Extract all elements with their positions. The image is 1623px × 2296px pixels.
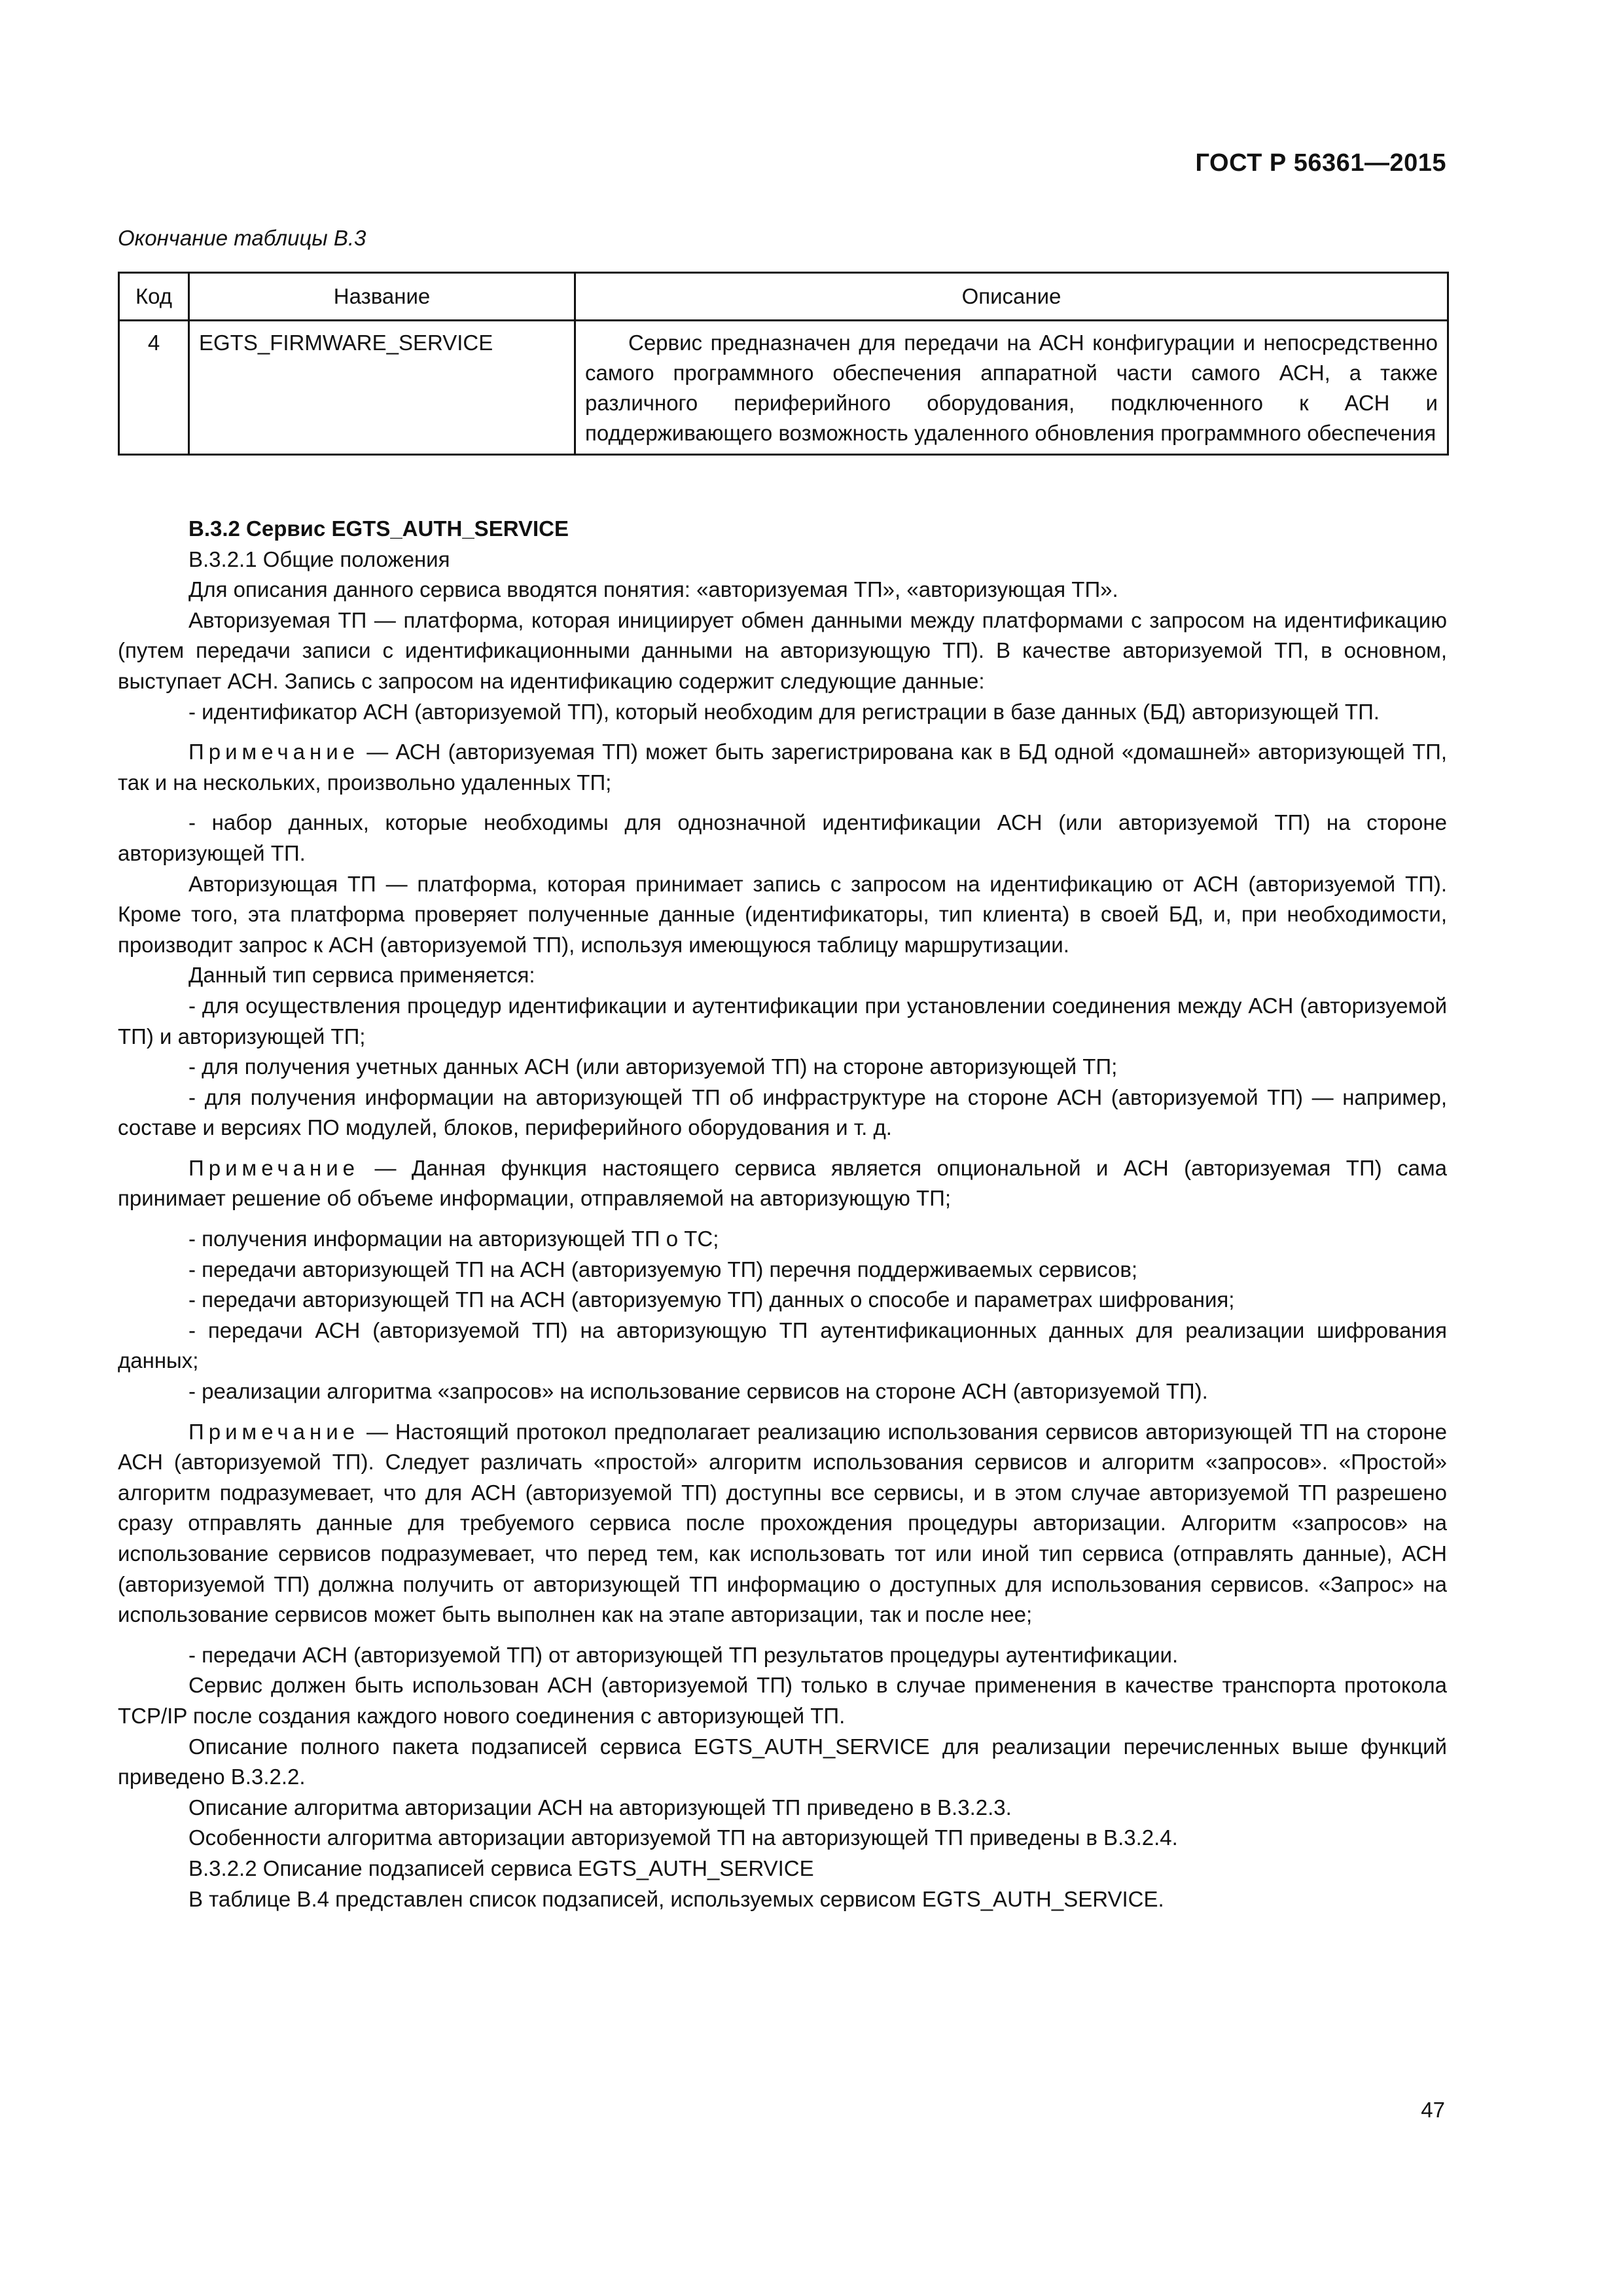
paragraph: Сервис должен быть использован АСН (авторизуемой ТП) только в случае применения в качестве транспорта протокола TCP/IP после создания каждого нового соединения с авторизующей ТП. bbox=[118, 1673, 1447, 1728]
paragraph: В таблице В.4 представлен список подзаписей, используемых сервисом EGTS_AUTH_SERVICE. bbox=[188, 1886, 1164, 1911]
paragraph: - получения информации на авторизующей ТП о ТС; bbox=[188, 1227, 719, 1251]
paragraph: - идентификатор АСН (авторизуемой ТП), который необходим для регистрации в базе данных (БД) авторизующей ТП. bbox=[188, 699, 1380, 724]
page-number: 47 bbox=[1421, 2098, 1445, 2122]
table-header-row bbox=[119, 273, 1448, 321]
paragraph: - передачи авторизующей ТП на АСН (авторизуемую ТП) перечня поддерживаемых сервисов; bbox=[188, 1257, 1138, 1282]
note-text: — Данная функция настоящего сервиса является опциональной и АСН (авторизуемая ТП) сама принимает решение об объеме информации, отправляемой на авторизующую ТП; bbox=[118, 1155, 1447, 1211]
document-id-header: ГОСТ Р 56361—2015 bbox=[1195, 149, 1446, 177]
paragraph: Описание алгоритма авторизации АСН на авторизующей ТП приведено в В.3.2.3. bbox=[188, 1795, 1012, 1820]
note-label: Примечание bbox=[188, 1419, 360, 1444]
column-header-name: Название bbox=[189, 273, 575, 321]
paragraph: Авторизующая ТП — платформа, которая принимает запись с запросом на идентификацию от АСН (авторизуемой ТП). Кроме того, эта платформа проверяет полученные данные (идентификаторы, тип клиента) в своей БД, и, при необходимости, производит запрос к АСН (авторизуемой ТП), используя имеющуюся таблицу маршрутизации. bbox=[118, 871, 1447, 957]
services-table bbox=[118, 272, 1449, 456]
paragraph: - набор данных, которые необходимы для однозначной идентификации АСН (или авторизуемой ТП) на стороне авторизующей ТП. bbox=[118, 810, 1447, 865]
paragraph: - для получения информации на авторизующей ТП об инфраструктуре на стороне АСН (авторизуемой ТП) — например, составе и версиях ПО модулей, блоков, периферийного оборудования и т. д. bbox=[118, 1085, 1447, 1140]
section-heading: В.3.2 Сервис EGTS_AUTH_SERVICE bbox=[188, 516, 569, 541]
paragraph: Данный тип сервиса применяется: bbox=[188, 963, 535, 988]
note-label: Примечание bbox=[188, 740, 360, 764]
paragraph: - передачи АСН (авторизуемой ТП) от авторизующей ТП результатов процедуры аутентификации. bbox=[188, 1642, 1179, 1667]
note-label: Примечание bbox=[188, 1155, 360, 1180]
paragraph: - передачи авторизующей ТП на АСН (авторизуемую ТП) данных о способе и параметрах шифрования; bbox=[188, 1287, 1235, 1312]
document-body bbox=[118, 514, 1447, 1914]
column-header-description: Описание bbox=[575, 273, 1448, 321]
note-text: — Настоящий протокол предполагает реализацию использования сервисов авторизующей ТП на стороне АСН (авторизуемой ТП). Следует различать «простой» алгоритм использования сервисов и алгоритм «запросов». «Простой» алгоритм подразумевает, что для АСН (авторизуемой ТП) доступны все сервисы, и в этом случае авторизуемой ТП разрешено сразу отправлять данные для требуемого сервиса после прохождения процедуры авторизации. Алгоритм «запросов» на использование сервисов подразумевает, что перед тем, как использовать тот или иной тип сервиса (отправлять данные), АСН (авторизуемой ТП) должна получить от авторизующей ТП информацию о доступных для использования сервисов. «Запрос» на использование сервисов может быть выполнен как на этапе авторизации, так и после нее; bbox=[118, 1419, 1447, 1627]
paragraph: - передачи АСН (авторизуемой ТП) на авторизующую ТП аутентификационных данных для реализации шифрования данных; bbox=[118, 1318, 1447, 1373]
note-text: — АСН (авторизуемая ТП) может быть зарегистрирована как в БД одной «домашней» авторизующей ТП, так и на нескольких, произвольно удаленных ТП; bbox=[118, 740, 1447, 795]
cell-name: EGTS_FIRMWARE_SERVICE bbox=[189, 321, 575, 455]
table-caption: Окончание таблицы В.3 bbox=[118, 226, 366, 250]
note bbox=[118, 737, 1447, 798]
cell-description: Сервис предназначен для передачи на АСН конфигурации и непосредственно самого программного обеспечения аппаратной части самого АСН, а также различного периферийного оборудования, подключенного к АСН и поддерживающего возможность удаленного обновления программного обеспечения bbox=[575, 321, 1448, 455]
subsection-heading-records: В.3.2.2 Описание подзаписей сервиса EGTS_AUTH_SERVICE bbox=[188, 1856, 814, 1880]
paragraph: Для описания данного сервиса вводятся понятия: «авторизуемая ТП», «авторизующая ТП». bbox=[188, 577, 1118, 602]
paragraph: - для получения учетных данных АСН (или авторизуемой ТП) на стороне авторизующей ТП; bbox=[188, 1054, 1118, 1079]
paragraph: - для осуществления процедур идентификации и аутентификации при установлении соединения между АСН (авторизуемой ТП) и авторизующей ТП; bbox=[118, 993, 1447, 1049]
paragraph: Авторизуемая ТП — платформа, которая инициирует обмен данными между платформами с запросом на идентификацию (путем передачи записи с идентификационными данными на авторизующую ТП). В качестве авторизуемой ТП, в основном, выступает АСН. Запись с запросом на идентификацию содержит следующие данные: bbox=[118, 607, 1447, 693]
note bbox=[118, 1417, 1447, 1630]
paragraph: Особенности алгоритма авторизации авторизуемой ТП на авторизующей ТП приведены в В.3.2.4. bbox=[188, 1825, 1178, 1850]
cell-code: 4 bbox=[119, 321, 189, 455]
subsection-heading-general: В.3.2.1 Общие положения bbox=[188, 547, 450, 571]
column-header-code: Код bbox=[119, 273, 189, 321]
paragraph: - реализации алгоритма «запросов» на использование сервисов на стороне АСН (авторизуемой ТП). bbox=[188, 1379, 1208, 1404]
paragraph: Описание полного пакета подзаписей сервиса EGTS_AUTH_SERVICE для реализации перечисленных выше функций приведено В.3.2.2. bbox=[118, 1734, 1447, 1789]
note bbox=[118, 1153, 1447, 1214]
table-row bbox=[119, 321, 1448, 455]
